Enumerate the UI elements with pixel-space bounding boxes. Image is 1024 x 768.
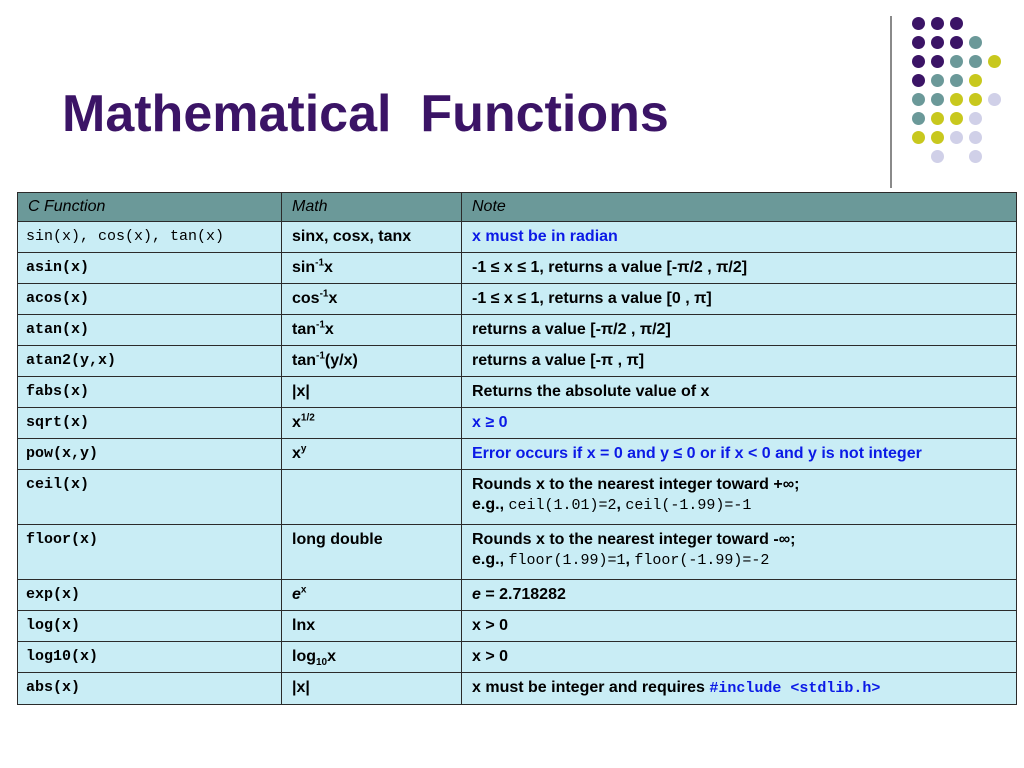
note-line: Rounds x to the nearest integer toward +∞; (472, 476, 800, 493)
math-cell (282, 408, 462, 439)
note-code: floor(-1.99)=-2 (634, 552, 770, 569)
func-cell: ceil(x) (18, 470, 282, 525)
decorative-dot (969, 150, 982, 163)
note-sep: , (625, 551, 635, 568)
math-cell: long double (282, 525, 462, 580)
decorative-dot (912, 36, 925, 49)
decorative-dot (931, 93, 944, 106)
decorative-dot (931, 112, 944, 125)
math-sup: -1 (319, 288, 329, 300)
table-row (18, 346, 1017, 377)
math-cell (282, 346, 462, 377)
table-row (18, 525, 1017, 580)
decorative-dot (931, 131, 944, 144)
note-cell: returns a value [-π/2 , π/2] (462, 315, 1017, 346)
math-base: x (292, 445, 301, 462)
header-math: Math (282, 193, 462, 222)
decorative-dot (912, 112, 925, 125)
math-cell (282, 580, 462, 611)
decorative-dot (950, 74, 963, 87)
note-rest: = 2.718282 (480, 586, 566, 603)
decorative-dot (969, 36, 982, 49)
decorative-dot (931, 150, 944, 163)
math-cell: lnx (282, 611, 462, 642)
note-cell: x ≥ 0 (462, 408, 1017, 439)
header-c-function: C Function (18, 193, 282, 222)
note-cell: returns a value [-π , π] (462, 346, 1017, 377)
functions-table (17, 192, 1017, 705)
note-code: #include <stdlib.h> (709, 680, 881, 697)
math-sup: -1 (316, 319, 325, 331)
decorative-dot (912, 17, 925, 30)
table-row (18, 470, 1017, 525)
decorative-dot (912, 131, 925, 144)
decorative-dot (969, 55, 982, 68)
note-eg: e.g., (472, 496, 509, 513)
decorative-dot (969, 112, 982, 125)
math-cell: sinx, cosx, tanx (282, 222, 462, 253)
note-cell (462, 580, 1017, 611)
func-cell: atan(x) (18, 315, 282, 346)
func-cell: floor(x) (18, 525, 282, 580)
note-sep: , (616, 496, 626, 513)
math-tail: x (324, 259, 333, 276)
math-base: cos (292, 290, 320, 307)
decorative-dot (988, 93, 1001, 106)
math-base: e (292, 586, 301, 603)
math-cell: |x| (282, 377, 462, 408)
math-sup: y (300, 443, 307, 455)
note-text: x must be integer and requires (472, 679, 710, 696)
table-row (18, 253, 1017, 284)
math-cell (282, 253, 462, 284)
table-row (18, 408, 1017, 439)
header-note: Note (462, 193, 1017, 222)
note-code: floor(1.99)=1 (508, 552, 626, 569)
note-cell: x must be in radian (462, 222, 1017, 253)
table-row (18, 642, 1017, 673)
func-cell: asin(x) (18, 253, 282, 284)
note-cell: Returns the absolute value of x (462, 377, 1017, 408)
math-sub: 10 (316, 657, 328, 669)
note-cell: x > 0 (462, 642, 1017, 673)
decorative-dot (969, 131, 982, 144)
func-cell: abs(x) (18, 673, 282, 705)
table-row (18, 222, 1017, 253)
table-row (18, 377, 1017, 408)
math-cell (282, 470, 462, 525)
decorative-dot (969, 74, 982, 87)
math-tail: x (327, 648, 337, 665)
table-row (18, 580, 1017, 611)
math-sup: x (300, 584, 307, 596)
math-base: log (292, 648, 316, 665)
table-row (18, 673, 1017, 705)
func-cell: fabs(x) (18, 377, 282, 408)
decorative-dot (969, 93, 982, 106)
func-cell: exp(x) (18, 580, 282, 611)
math-cell (282, 315, 462, 346)
note-code: ceil(-1.99)=-1 (625, 497, 752, 514)
table-row (18, 439, 1017, 470)
decorative-dot (950, 17, 963, 30)
math-base: tan (292, 352, 316, 369)
decorative-dot (931, 36, 944, 49)
table-row (18, 284, 1017, 315)
math-sup: -1 (316, 350, 325, 362)
note-cell: x > 0 (462, 611, 1017, 642)
func-cell: pow(x,y) (18, 439, 282, 470)
note-cell: Error occurs if x = 0 and y ≤ 0 or if x < 0 and y is not integer (462, 439, 1017, 470)
table-row (18, 315, 1017, 346)
note-cell: -1 ≤ x ≤ 1, returns a value [0 , π] (462, 284, 1017, 315)
decorative-dot (988, 55, 1001, 68)
note-code: ceil(1.01)=2 (508, 497, 617, 514)
decorative-dot (912, 93, 925, 106)
math-cell (282, 642, 462, 673)
note-cell: -1 ≤ x ≤ 1, returns a value [-π/2 , π/2] (462, 253, 1017, 284)
func-cell: sin(x), cos(x), tan(x) (18, 222, 282, 253)
func-cell: sqrt(x) (18, 408, 282, 439)
math-sup: 1/2 (300, 412, 315, 424)
decorative-dot (931, 55, 944, 68)
func-cell: acos(x) (18, 284, 282, 315)
decorative-dot (950, 112, 963, 125)
note-cell (462, 673, 1017, 705)
math-cell (282, 284, 462, 315)
math-tail: (y/x) (324, 352, 358, 369)
note-line: Rounds x to the nearest integer toward -∞; (472, 531, 796, 548)
math-base: x (292, 414, 301, 431)
table-row (18, 611, 1017, 642)
math-cell: |x| (282, 673, 462, 705)
math-sup: -1 (315, 257, 325, 269)
note-cell (462, 470, 1017, 525)
decorative-dot (950, 93, 963, 106)
func-cell: atan2(y,x) (18, 346, 282, 377)
math-tail: x (324, 321, 334, 338)
note-var: e (472, 586, 481, 603)
func-cell: log(x) (18, 611, 282, 642)
decorative-dot (931, 74, 944, 87)
note-cell (462, 525, 1017, 580)
math-base: sin (292, 259, 316, 276)
math-tail: x (328, 290, 338, 307)
divider-line (890, 16, 892, 188)
decorative-dot (950, 36, 963, 49)
decorative-dot (950, 131, 963, 144)
decorative-dot (912, 55, 925, 68)
decorative-dot (950, 55, 963, 68)
math-base: tan (292, 321, 316, 338)
decorative-dot (912, 74, 925, 87)
note-eg: e.g., (472, 551, 509, 568)
slide-title: Mathematical Functions (62, 85, 669, 143)
table-header-row (18, 193, 1017, 222)
math-cell (282, 439, 462, 470)
func-cell: log10(x) (18, 642, 282, 673)
decorative-dot (931, 17, 944, 30)
